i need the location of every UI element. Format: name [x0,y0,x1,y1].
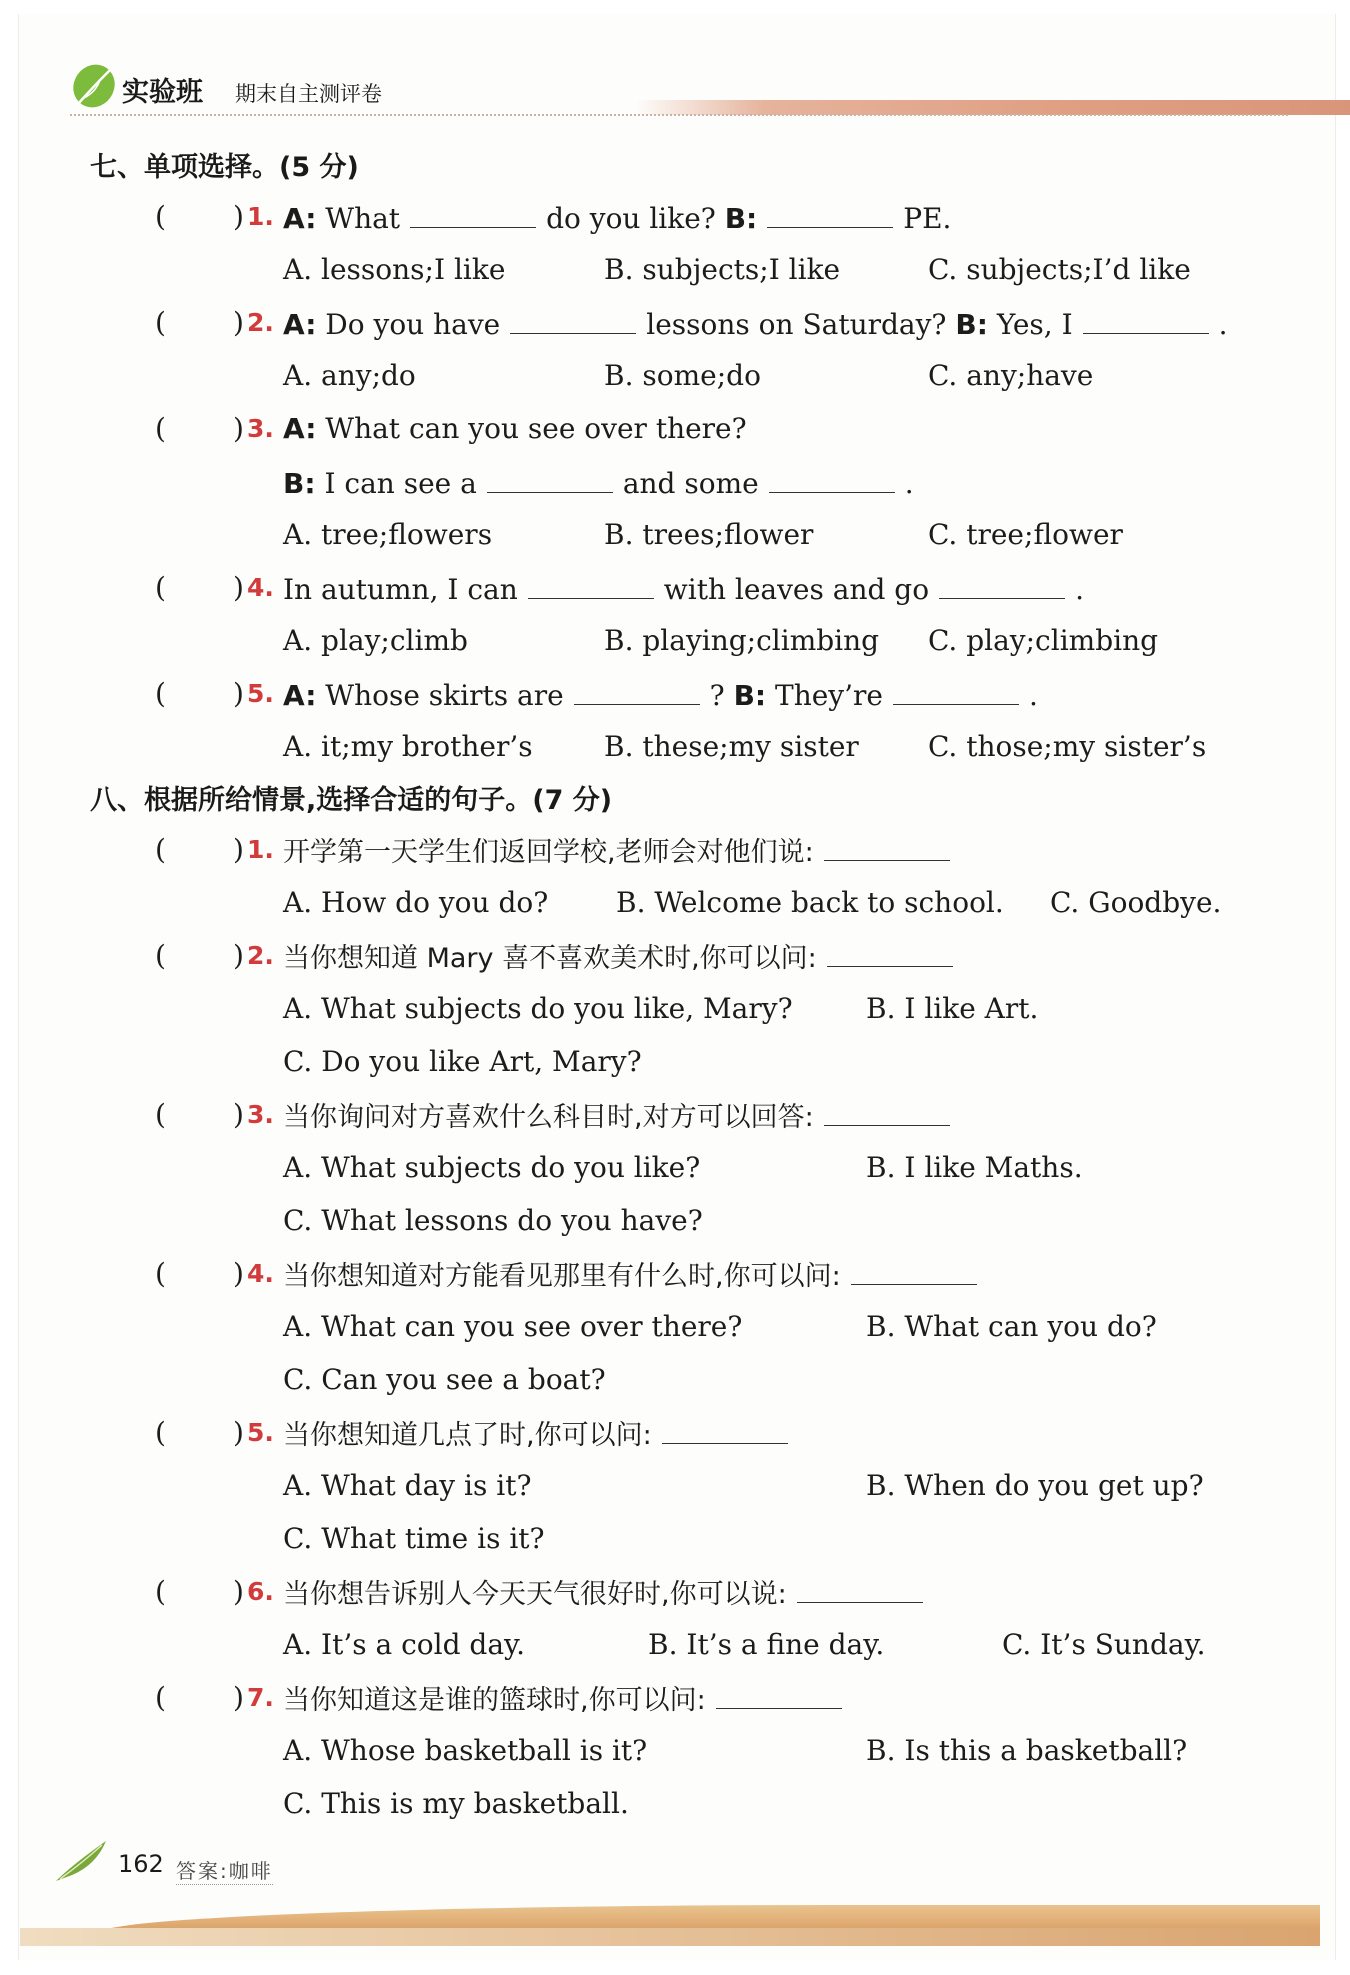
question-text: A: Do you have lessons on Saturday? B: Yes, I . [283,303,1228,345]
question-text: 当你询问对方喜欢什么科目时,对方可以回答: [283,1095,960,1138]
fill-blank[interactable] [1083,303,1209,334]
question-number: 4. [247,573,274,602]
header-decor-bar [635,100,1350,115]
option-c: C. subjects;I’d like [928,253,1191,286]
question-number: 3. [247,414,274,443]
option-a: A. it;my brother’s [283,730,533,763]
option-a: A. What subjects do you like, Mary? [283,992,793,1025]
answer-paren-right: ) [233,412,244,445]
answer-paren-left: ( [155,1257,166,1290]
option-b: B. subjects;I like [604,253,841,286]
fill-blank[interactable] [510,303,636,334]
answer-paren-left: ( [155,1416,166,1449]
answer-paren-right: ) [233,833,244,866]
option-a: A. any;do [283,359,416,392]
option-a: A. Whose basketball is it? [283,1734,648,1767]
answer-paren-left: ( [155,1098,166,1131]
option-c: C. What time is it? [283,1522,545,1555]
option-b: B. playing;climbing [604,624,880,657]
question-number: 2. [247,308,274,337]
question-text: 当你想知道对方能看见那里有什么时,你可以问: [283,1254,987,1297]
answer-paren-right: ) [233,939,244,972]
answer-paren-left: ( [155,677,166,710]
page-header [70,62,1290,114]
option-a: A. What subjects do you like? [283,1151,701,1184]
question-number: 3. [247,1100,274,1129]
question-text: A: What can you see over there? [283,412,747,445]
answer-paren-right: ) [233,1681,244,1714]
option-c: C. Can you see a boat? [283,1363,606,1396]
option-c: C. This is my basketball. [283,1787,629,1820]
fill-blank[interactable] [797,1572,923,1603]
option-c: C. tree;flower [928,518,1123,551]
answer-paren-right: ) [233,677,244,710]
question-text: A: Whose skirts are ? B: They’re . [283,674,1038,716]
fill-blank[interactable] [662,1413,788,1444]
answer-paren-right: ) [233,1416,244,1449]
option-b: B. Welcome back to school. [616,886,1004,919]
fill-blank[interactable] [487,462,613,493]
answer-paren-left: ( [155,833,166,866]
option-b: B. some;do [604,359,761,392]
fill-blank[interactable] [574,674,700,705]
option-b: B. What can you do? [866,1310,1157,1343]
section-8-title: 八、根据所给情景,选择合适的句子。(7 分) [90,785,613,816]
answer-paren-right: ) [233,571,244,604]
fill-blank[interactable] [824,830,950,861]
option-a: A. tree;flowers [283,518,493,551]
answer-paren-right: ) [233,1257,244,1290]
leaf-logo-icon [70,62,120,110]
option-a: A. What can you see over there? [283,1310,743,1343]
option-b: B. When do you get up? [866,1469,1204,1502]
answer-paren-left: ( [155,571,166,604]
fill-blank[interactable] [769,462,895,493]
option-a: A. It’s a cold day. [283,1628,526,1661]
question-text: 当你想告诉别人今天天气很好时,你可以说: [283,1572,933,1615]
answer-paren-left: ( [155,1681,166,1714]
question-number: 4. [247,1259,274,1288]
question-text: A: What do you like? B: PE. [283,197,951,239]
fill-blank[interactable] [851,1254,977,1285]
option-c: C. play;climbing [928,624,1159,657]
option-c: C. those;my sister’s [928,730,1207,763]
question-number: 5. [247,1418,274,1447]
header-subtitle: 期末自主测评卷 [235,82,382,106]
answer-paren-left: ( [155,939,166,972]
answer-paren-left: ( [155,200,166,233]
question-number: 1. [247,835,274,864]
option-b: B. these;my sister [604,730,859,763]
option-c: C. Goodbye. [1050,886,1222,919]
option-b: B. It’s a fine day. [648,1628,885,1661]
option-c: C. any;have [928,359,1094,392]
fill-blank[interactable] [893,674,1019,705]
option-b: B. I like Art. [866,992,1039,1025]
question-number: 1. [247,202,274,231]
answer-paren-right: ) [233,306,244,339]
leaf-footer-icon [52,1835,112,1885]
option-c: C. What lessons do you have? [283,1204,703,1237]
answer-paren-right: ) [233,1098,244,1131]
option-b: B. Is this a basketball? [866,1734,1188,1767]
fill-blank[interactable] [827,936,953,967]
fill-blank[interactable] [824,1095,950,1126]
option-a: A. What day is it? [283,1469,532,1502]
option-b: B. trees;flower [604,518,814,551]
footer-decor-strip [20,1928,1320,1946]
answer-paren-left: ( [155,306,166,339]
page-number: 162 [118,1850,164,1878]
question-text: In autumn, I can with leaves and go . [283,568,1084,610]
answer-paren-left: ( [155,1575,166,1608]
fill-blank[interactable] [410,197,536,228]
option-a: A. play;climb [283,624,468,657]
fill-blank[interactable] [716,1678,842,1709]
option-a: A. How do you do? [283,886,549,919]
option-b: B. I like Maths. [866,1151,1083,1184]
question-number: 6. [247,1577,274,1606]
option-c: C. It’s Sunday. [1002,1628,1206,1661]
fill-blank[interactable] [528,568,654,599]
question-text: 开学第一天学生们返回学校,老师会对他们说: [283,830,960,873]
question-number: 2. [247,941,274,970]
question-text: 当你知道这是谁的篮球时,你可以问: [283,1678,852,1721]
fill-blank[interactable] [939,568,1065,599]
question-number: 5. [247,679,274,708]
option-a: A. lessons;I like [283,253,506,286]
question-number: 7. [247,1683,274,1712]
s7-question-3-line-2: B: I can see a and some . [283,462,914,502]
fill-blank[interactable] [767,197,893,228]
answer-hint: 答案:咖啡 [176,1855,273,1885]
option-c: C. Do you like Art, Mary? [283,1045,642,1078]
question-text: 当你想知道 Mary 喜不喜欢美术时,你可以问: [283,936,963,979]
section-7-title: 七、单项选择。(5 分) [90,152,359,183]
header-divider [70,114,1288,116]
answer-paren-left: ( [155,412,166,445]
answer-paren-right: ) [233,1575,244,1608]
brand-name: 实验班 [122,77,203,108]
question-text: 当你想知道几点了时,你可以问: [283,1413,798,1456]
answer-paren-right: ) [233,200,244,233]
